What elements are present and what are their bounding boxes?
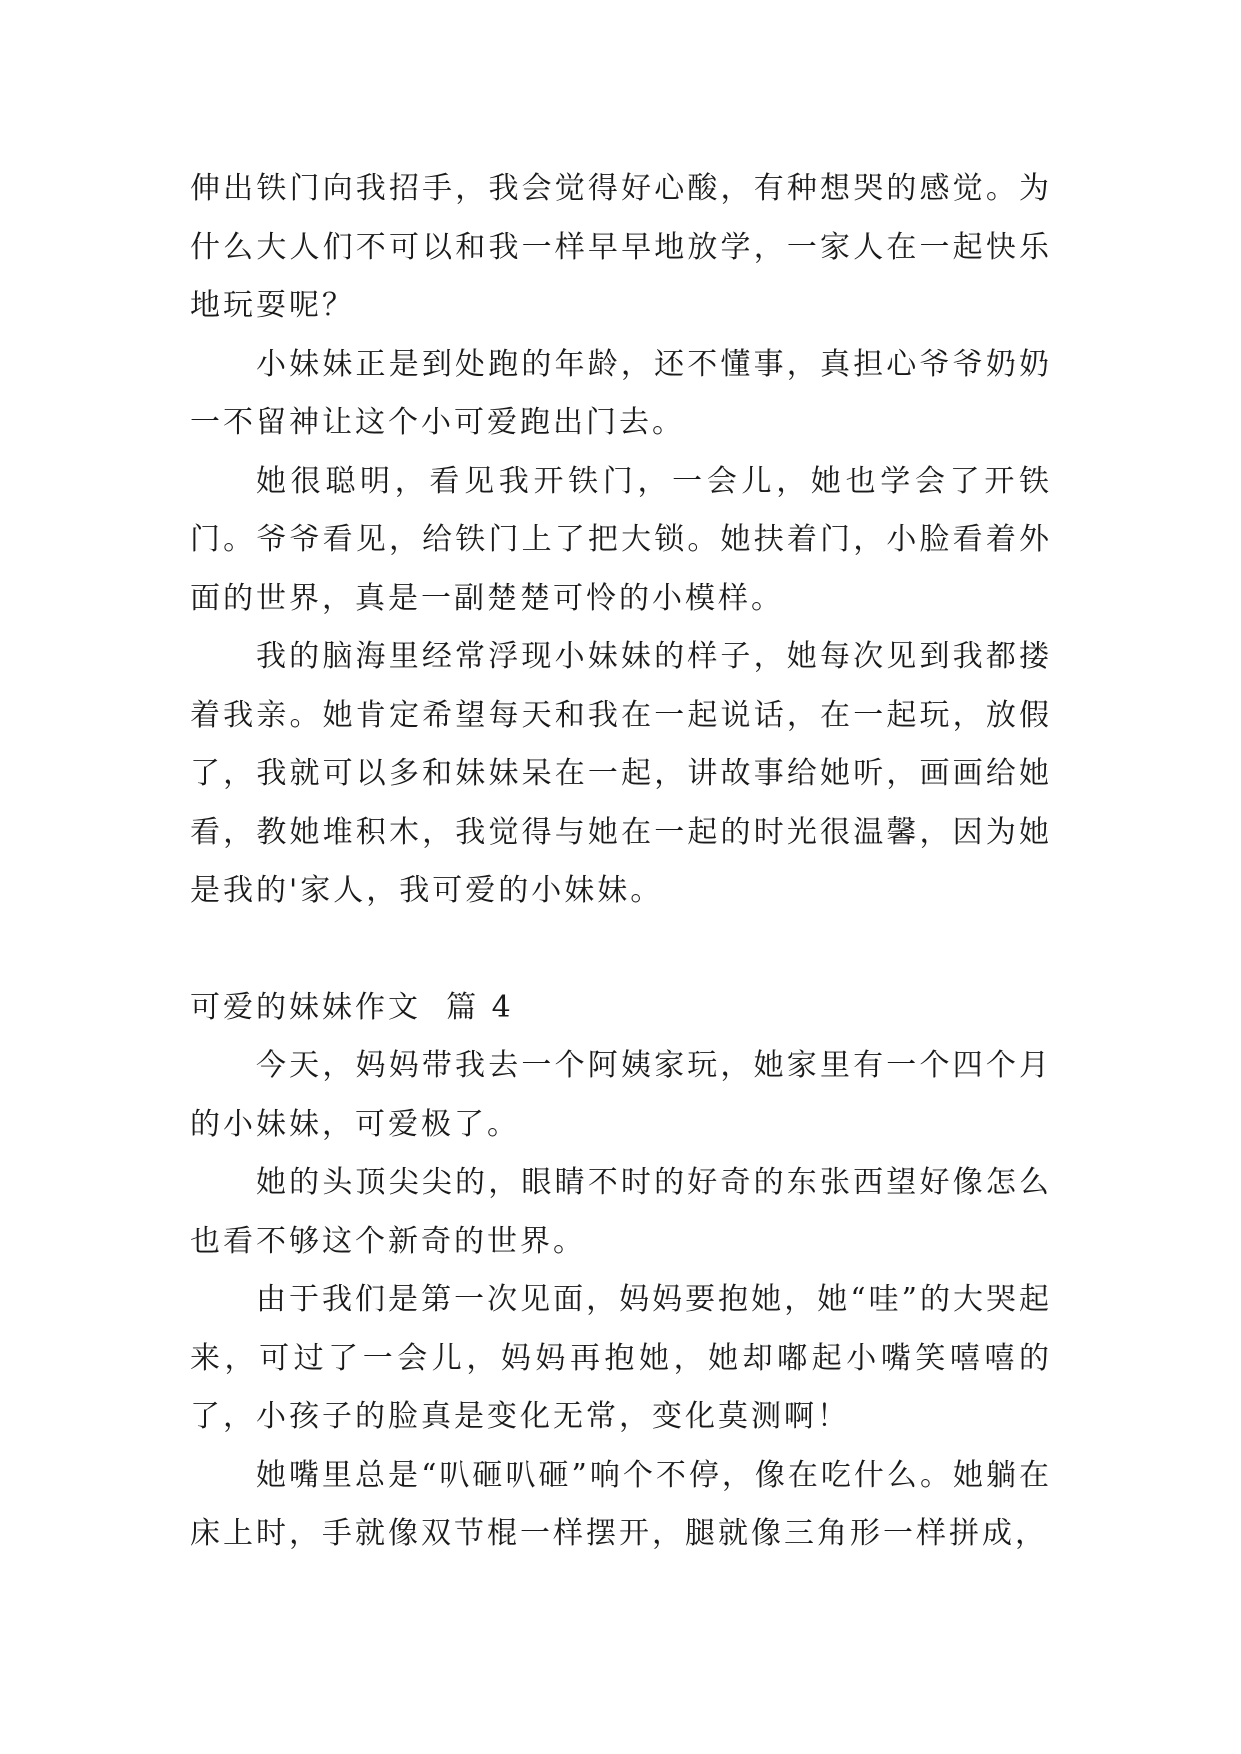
section-heading: 可爱的妹妹作文 篇 4 <box>190 989 514 1025</box>
paragraph: 今天，妈妈带我去一个阿姨家玩，她家里有一个四个月的小妹妹，可爱极了。 <box>190 1048 1052 1142</box>
paragraph: 她很聪明，看见我开铁门，一会儿，她也学会了开铁门。爷爷看见，给铁门上了把大锁。她扶着门，小脸看着外面的世界，真是一副楚楚可怜的小模样。 <box>190 463 1052 616</box>
section-spacer <box>190 921 1052 979</box>
document-body <box>190 160 1052 1564</box>
paragraph: 伸出铁门向我招手，我会觉得好心酸，有种想哭的感觉。为什么大人们不可以和我一样早早地放学，一家人在一起快乐地玩耍呢？ <box>190 171 1052 323</box>
paragraph: 我的脑海里经常浮现小妹妹的样子，她每次见到我都搂着我亲。她肯定希望每天和我在一起说话，在一起玩，放假了，我就可以多和妹妹呆在一起，讲故事给她听，画画给她看，教她堆积木，我觉得与她在一起的时光很温馨，因为她是我的'家人，我可爱的小妹妹。 <box>190 639 1052 908</box>
paragraph: 她的头顶尖尖的，眼睛不时的好奇的东张西望好像怎么也看不够这个新奇的世界。 <box>190 1165 1052 1259</box>
paragraph: 小妹妹正是到处跑的年龄，还不懂事，真担心爷爷奶奶一不留神让这个小可爱跑出门去。 <box>190 346 1052 440</box>
paragraph: 她嘴里总是“叭砸叭砸”响个不停，像在吃什么。她躺在床上时，手就像双节棍一样摆开，腿就像三角形一样拼成， <box>190 1457 1052 1551</box>
paragraph: 由于我们是第一次见面，妈妈要抱她，她“哇”的大哭起来，可过了一会儿，妈妈再抱她，她却嘟起小嘴笑嘻嘻的了，小孩子的脸真是变化无常，变化莫测啊！ <box>190 1282 1052 1434</box>
